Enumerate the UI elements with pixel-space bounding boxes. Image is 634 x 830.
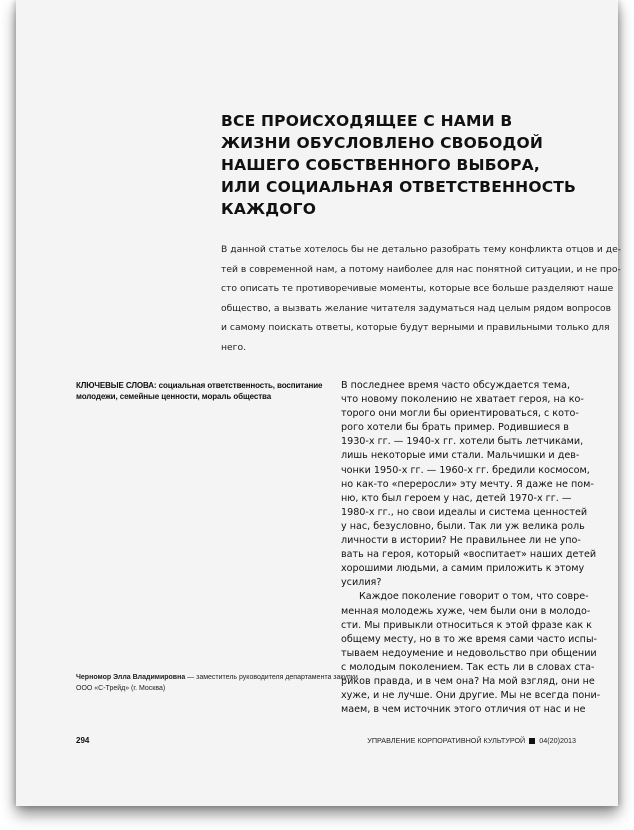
article-title: ВСЕ ПРОИСХОДЯЩЕЕ С НАМИ В ЖИЗНИ ОБУСЛОВЛЕНО СВОБОДОЙ НАШЕГО СОБСТВЕННОГО ВЫБОРА, ИЛИ СОЦИАЛЬНАЯ ОТВЕТСТВЕННОСТЬ КАЖДОГО [221,112,577,218]
journal-issue: 04(20)2013 [539,736,576,745]
body-line: 1980-х гг., но свои идеалы и система ценностей [341,506,588,518]
body-line: но как-то «переросли» эту мечту. Я даже не пом- [341,478,594,490]
body-line: В последнее время часто обсуждается тема, [341,380,571,391]
body-line: торого они могли бы ориентироваться, с кото- [341,408,579,420]
body-line: вать на героя, который «воспитает» наших детей [341,549,597,561]
body-line: личности в истории? Не правильнее ли не упо- [341,535,581,547]
abstract-line: общество, а вызвать желание читателя задуматься над целым рядом вопросов [221,302,612,314]
square-separator-icon [529,738,535,744]
document-page [16,0,622,806]
body-line: хуже, и не лучше. Они другие. Мы не всегда пони- [341,690,601,702]
author-role: — заместитель руководителя департамента закупки [185,674,358,681]
body-line: усилия? [341,577,382,589]
body-line: у нас, безусловно, были. Так ли уж велика роль [341,520,585,532]
body-line: чонки 1950-х гг. — 1960-х гг. бредили космосом, [341,464,590,476]
article-abstract [221,240,622,358]
author-line [76,672,358,683]
body-line: рого хотели бы брать пример. Родившиеся в [341,422,569,434]
author-company: ООО «С-Трейд» (г. Москва) [76,685,166,692]
keywords-block [76,380,323,402]
body-line: 1930-х гг. — 1940-х гг. хотели быть летчиками, [341,436,584,448]
page-number: 294 [76,736,90,745]
keywords-line [76,380,323,391]
article-body [341,379,601,717]
body-line: маем, в чем источник этого отличия от нас и не [341,704,586,716]
body-line: общему месту, но в то же время сами часто испы- [341,633,597,645]
abstract-line: тей в современной нам, а потому наиболее для нас понятной ситуации, и не про- [221,263,621,275]
keywords-line: молодежи, семейные ценности, мораль общества [76,392,272,401]
body-line: что новому поколению не хватает героя, на ко- [341,394,584,406]
abstract-line: сто описать те противоречивые моменты, которые все больше разделяют наше [221,283,614,295]
body-line: менная молодежь хуже, чем были они в молодо- [341,605,591,617]
journal-name: УПРАВЛЕНИЕ КОРПОРАТИВНОЙ КУЛЬТУРОЙ [367,736,526,745]
keywords-label: КЛЮЧЕВЫЕ СЛОВА: [76,381,157,390]
body-line: ню, кто был героем у нас, детей 1970-х гг. — [341,492,572,504]
journal-footer [367,736,576,745]
author-info [76,672,358,694]
body-line: лишь некоторые ими стали. Мальчишки и дев- [341,450,580,462]
body-line: Каждое поколение говорит о том, что совре- [359,591,589,603]
abstract-line: В данной статье хотелось бы не детально разобрать тему конфликта отцов и де- [221,244,622,255]
abstract-line: и самому поискать ответы, которые будут верными и правильными только для [221,322,610,334]
author-name: Черномор Элла Владимировна [76,674,186,681]
abstract-line: него. [221,341,247,353]
body-line: сти. Мы привыкли относиться к этой фразе как к [341,619,592,631]
keywords-text: социальная ответственность, воспитание [156,381,323,390]
body-line: хорошими людьми, а самим приложить к этому [341,563,585,575]
body-line: тываем недоумение и недовольство при общении [341,647,597,659]
body-line: риков правда, и в чем она? На мой взгляд, они не [341,675,595,687]
body-line: с молодым поколением. Так есть ли в словах ста- [341,661,595,673]
